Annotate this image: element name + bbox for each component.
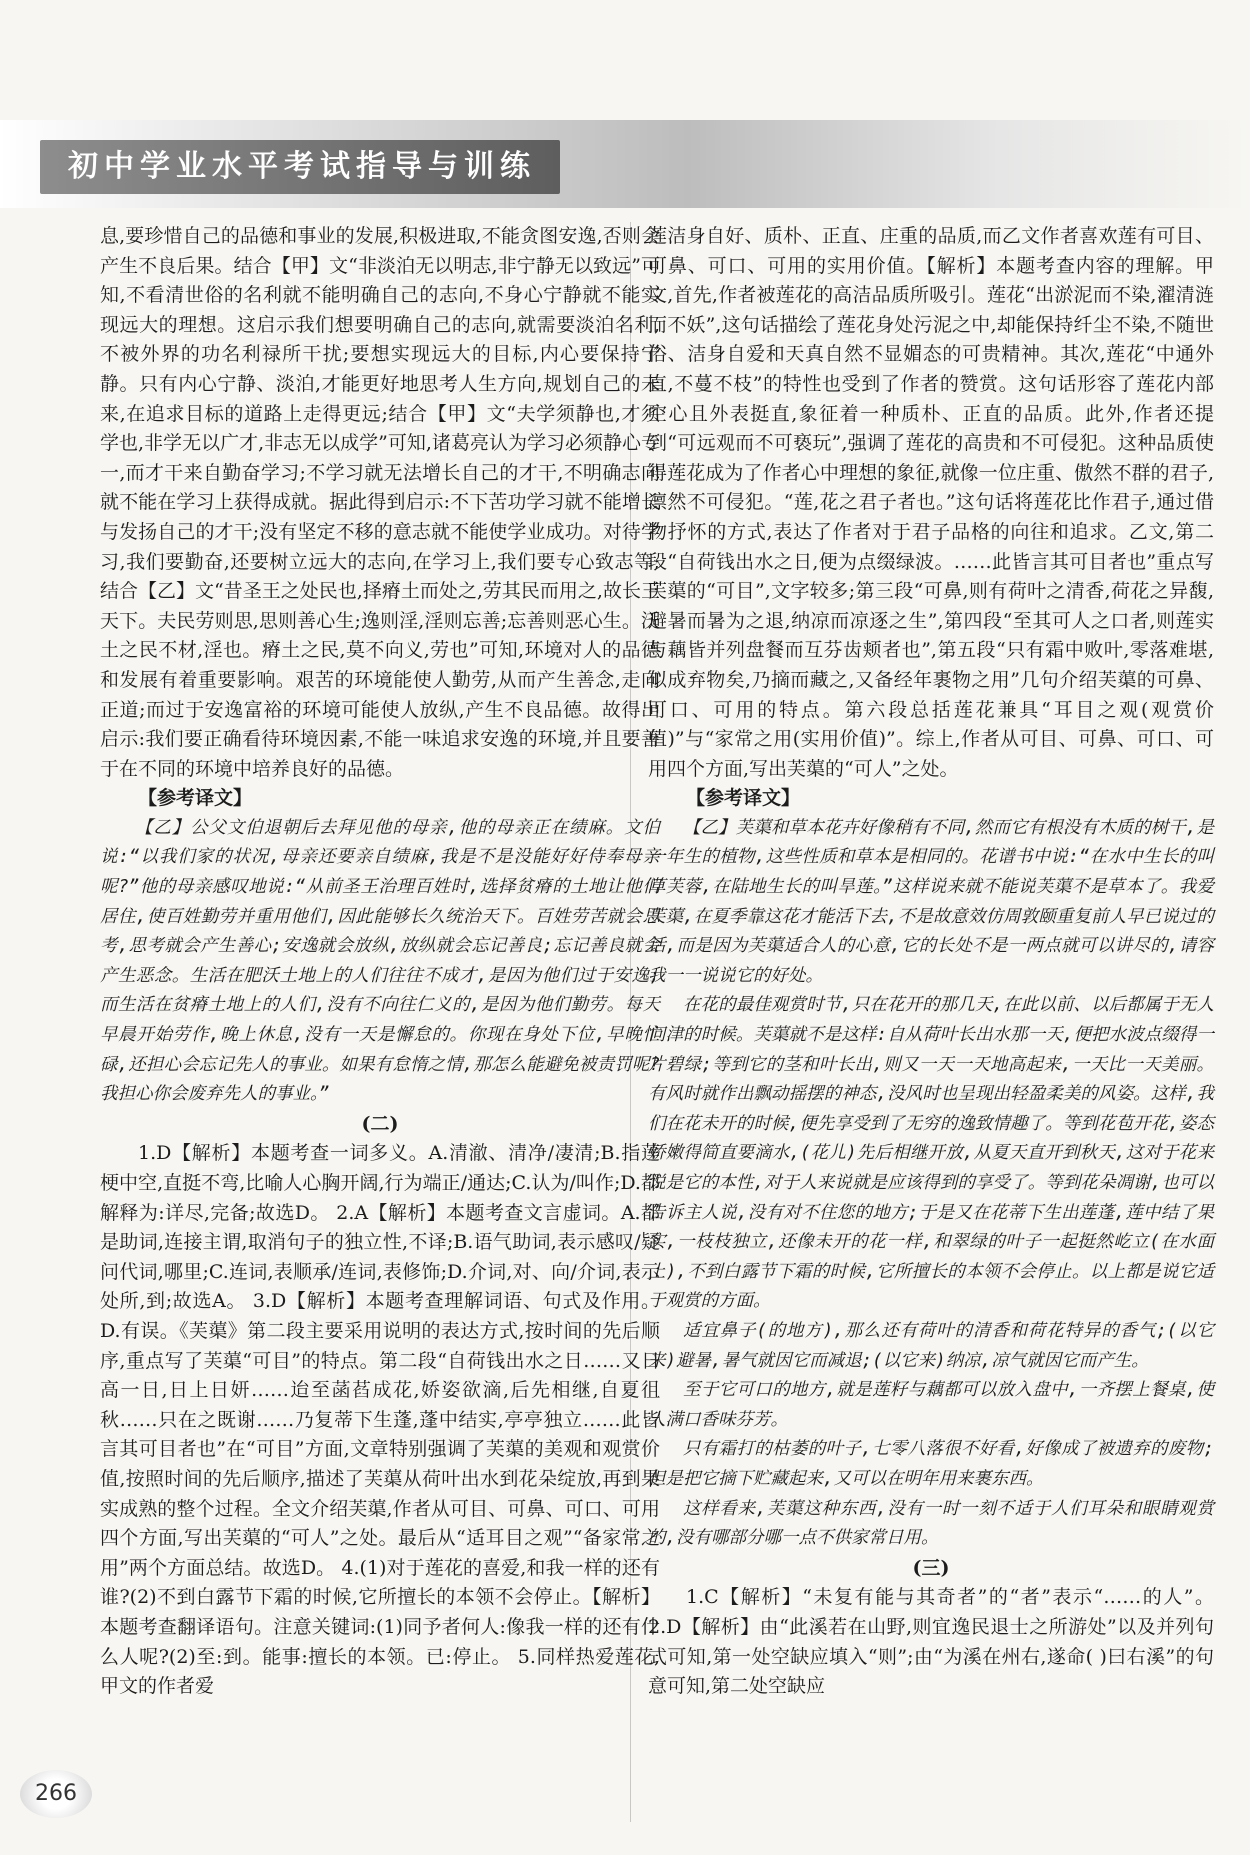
- page-header-title: 初中学业水平考试指导与训练: [68, 149, 536, 184]
- right-column: [648, 222, 1214, 1702]
- translation-paragraph-6: 这样看来,芙蕖这种东西,没有一时一刻不适于人们耳朵和眼睛观赏的,没有哪部分哪一点不供家常日用。: [648, 1498, 1214, 1549]
- translation-paragraph-1: 【乙】芙蕖和草本花卉好像稍有不同,然而它有根没有木质的树干,是一年生的植物,这些性质和草本是相同的。花谱书中说:“在水中生长的叫草芙蓉,在陆地生长的叫旱莲。”这样说来就不能说芙蕖不是草本了。我爱芙蕖,在夏季靠这花才能活下去,不是故意效仿周敦颐重复前人早已说过的话,而是因为芙蕖适合人的心意,它的长处不是一两点就可以讲尽的,请容我一一说说它的好处。: [648, 817, 1214, 986]
- left-column: [100, 222, 660, 1702]
- translation-paragraph: 【乙】公父文伯退朝后去拜见他的母亲,他的母亲正在绩麻。文伯说:“以我们家的状况,母亲还要亲自绩麻,我是不是没能好好侍奉母亲呢?”他的母亲感叹地说:“从前圣王治理百姓时,选择贫瘠的土地让他们居住,使百姓勤劳并重用他们,因此能够长久统治天下。百姓劳苦就会思考,思考就会产生善心;安逸就会放纵,放纵就会忘记善良;忘记善良就会产生恶念。生活在肥沃土地上的人们往往不成才,是因为他们过于安逸;而生活在贫瘠土地上的人们,没有不向往仁义的,是因为他们勤劳。每天早晨开始劳作,晚上休息,没有一天是懈怠的。你现在身处下位,早晚忙碌,还担心会忘记先人的事业。如果有怠惰之情,那怎么能避免被责罚呢?我担心你会废弃先人的事业。”: [100, 817, 660, 1105]
- translation-paragraph-5: 只有霜打的枯萎的叶子,七零八落很不好看,好像成了被遗弃的废物;但是把它摘下贮藏起来,又可以在明年用来裹东西。: [648, 1439, 1214, 1489]
- page-number: 266: [20, 1770, 92, 1818]
- right-paragraph-1: 莲洁身自好、质朴、正直、庄重的品质,而乙文作者喜欢莲有可目、可鼻、可口、可用的实用价值。【解析】本题考查内容的理解。甲文,首先,作者被莲花的高洁品质所吸引。莲花“出淤泥而不染,濯清涟而不妖”,这句话描绘了莲花身处污泥之中,却能保持纤尘不染,不随世俗、洁身自爱和天真自然不显媚态的可贵精神。其次,莲花“中通外直,不蔓不枝”的特性也受到了作者的赞赏。这句话形容了莲花内部空心且外表挺直,象征着一种质朴、正直的品质。此外,作者还提到“可远观而不可亵玩”,强调了莲花的高贵和不可侵犯。这种品质使得莲花成为了作者心中理想的象征,就像一位庄重、傲然不群的君子,凛然不可侵犯。“莲,花之君子者也。”这句话将莲花比作君子,通过借物抒怀的方式,表达了作者对于君子品格的向往和追求。乙文,第二段“自荷钱出水之日,便为点缀绿波。……此皆言其可目者也”重点写芙蕖的“可目”,文字较多;第三段“可鼻,则有荷叶之清香,荷花之异馥,避暑而暑为之退,纳凉而凉逐之生”,第四段“至其可人之口者,则莲实与藕皆并列盘餐而互芬齿颊者也”,第五段“只有霜中败叶,零落难堪,似成弃物矣,乃摘而藏之,又备经年裹物之用”几句介绍芙蕖的可鼻、可口、可用的特点。第六段总括莲花兼具“耳目之观(观赏价值)”与“家常之用(实用价值)”。综上,作者从可目、可鼻、可口、可用四个方面,写出芙蕖的“可人”之处。: [648, 225, 1214, 780]
- reference-translation-heading: 【参考译文】: [138, 787, 253, 810]
- translation-paragraph-4: 至于它可口的地方,就是莲籽与藕都可以放入盘中,一齐摆上餐桌,使人满口香味芬芳。: [648, 1380, 1214, 1430]
- left-answers-paragraph: 1.D【解析】本题考查一词多义。A.清澈、清净/凄清;B.指莲梗中空,直挺不弯,比喻人心胸开阔,行为端正/通达;C.认为/叫作;D.都解释为:详尽,完备;故选D。 2.A【解析】本题考查文言虚词。A.都是助词,连接主谓,取消句子的独立性,不译;B.语气助词,表示感叹/疑问代词,哪里;C.连词,表顺承/连词,表修饰;D.介词,对、向/介词,表示处所,到;故选A。 3.D【解析】本题考查理解词语、句式及作用。D.有误。《芙蕖》第二段主要采用说明的表达方式,按时间的先后顺序,重点写了芙蕖“可目”的特点。第二段“自荷钱出水之日……又日高一日,日上日妍……迨至菡萏成花,娇姿欲滴,后先相继,自夏徂秋……只在之既谢……乃复蒂下生蓬,蓬中结实,亭亭独立……此皆言其可目者也”在“可目”方面,文章特别强调了芙蕖的美观和观赏价值,按照时间的先后顺序,描述了芙蕖从荷叶出水到花朵绽放,再到果实成熟的整个过程。全文介绍芙蕖,作者从可目、可鼻、可口、可用四个方面,写出芙蕖的“可人”之处。最后从“适耳目之观”“备家常之用”两个方面总结。故选D。 4.(1)对于莲花的喜爱,和我一样的还有谁?(2)不到白露节下霜的时候,它所擅长的本领不会停止。【解析】本题考查翻译语句。注意关键词:(1)同予者何人:像我一样的还有什么人呢?(2)至:到。能事:擅长的本领。已:停止。 5.同样热爱莲花,甲文的作者爱: [100, 1142, 660, 1698]
- left-paragraph-1: 息,要珍惜自己的品德和事业的发展,积极进取,不能贪图安逸,否则会产生不良后果。结合【甲】文“非淡泊无以明志,非宁静无以致远”可知,不看清世俗的名利就不能明确自己的志向,不身心宁静就不能实现远大的理想。这启示我们想要明确自己的志向,就需要淡泊名利,不被外界的功名利禄所干扰;要想实现远大的目标,内心要保持宁静。只有内心宁静、淡泊,才能更好地思考人生方向,规划自己的未来,在追求目标的道路上走得更远;结合【甲】文“夫学须静也,才须学也,非学无以广才,非志无以成学”可知,诸葛亮认为学习必须静心专一,而才干来自勤奋学习;不学习就无法增长自己的才干,不明确志向就不能在学习上获得成就。据此得到启示:不下苦功学习就不能增长与发扬自己的才干;没有坚定不移的意志就不能使学业成功。对待学习,我们要勤奋,还要树立远大的志向,在学习上,我们要专心致志等;结合【乙】文“昔圣王之处民也,择瘠土而处之,劳其民而用之,故长王天下。夫民劳则思,思则善心生;逸则淫,淫则忘善;忘善则恶心生。沃土之民不材,淫也。瘠土之民,莫不向义,劳也”可知,环境对人的品德和发展有着重要影响。艰苦的环境能使人勤劳,从而产生善念,走向正道;而过于安逸富裕的环境可能使人放纵,产生不良品德。故得出启示:我们要正确看待环境因素,不能一味追求安逸的环境,并且要善于在不同的环境中培养良好的品德。: [100, 225, 660, 780]
- section-three-heading: (三): [912, 1556, 950, 1579]
- translation-paragraph-2: 在花的最佳观赏时节,只在花开的那几天,在此以前、以后都属于无人问津的时候。芙蕖就不是这样:自从荷叶长出水那一天,便把水波点缀得一片碧绿;等到它的茎和叶长出,则又一天一天地高起来,一天比一天美丽。有风时就作出飘动摇摆的神态,没风时也呈现出轻盈柔美的风姿。这样,我们在花未开的时候,便先享受到了无穷的逸致情趣了。等到花苞开花,姿态娇嫩得简直要滴水,(花儿)先后相继开放,从夏天直开到秋天,这对于花来说是它的本性,对于人来说就是应该得到的享受了。等到花朵凋谢,也可以告诉主人说,没有对不住您的地方;于是又在花蒂下生出莲蓬,莲中结了果实,一枝枝独立,还像未开的花一样,和翠绿的叶子一起挺然屹立(在水面上),不到白露节下霜的时候,它所擅长的本领不会停止。以上都是说它适于观赏的方面。: [648, 995, 1214, 1312]
- reference-translation-heading-2: 【参考译文】: [686, 787, 801, 810]
- translation-paragraph-3: 适宜鼻子(的地方),那么还有荷叶的清香和荷花特异的香气;(以它来)避暑,暑气就因它而减退;(以它来)纳凉,凉气就因它而产生。: [648, 1320, 1214, 1371]
- right-answers-paragraph: 1.C【解析】“未复有能与其奇者”的“者”表示“……的人”。 2.D【解析】由“此溪若在山野,则宜逸民退士之所游处”以及并列句式可知,第一处空缺应填入“则”;由“为溪在州右,遂命( )曰右溪”的句意可知,第二处空缺应: [648, 1586, 1214, 1698]
- section-two-heading: (二): [361, 1112, 399, 1135]
